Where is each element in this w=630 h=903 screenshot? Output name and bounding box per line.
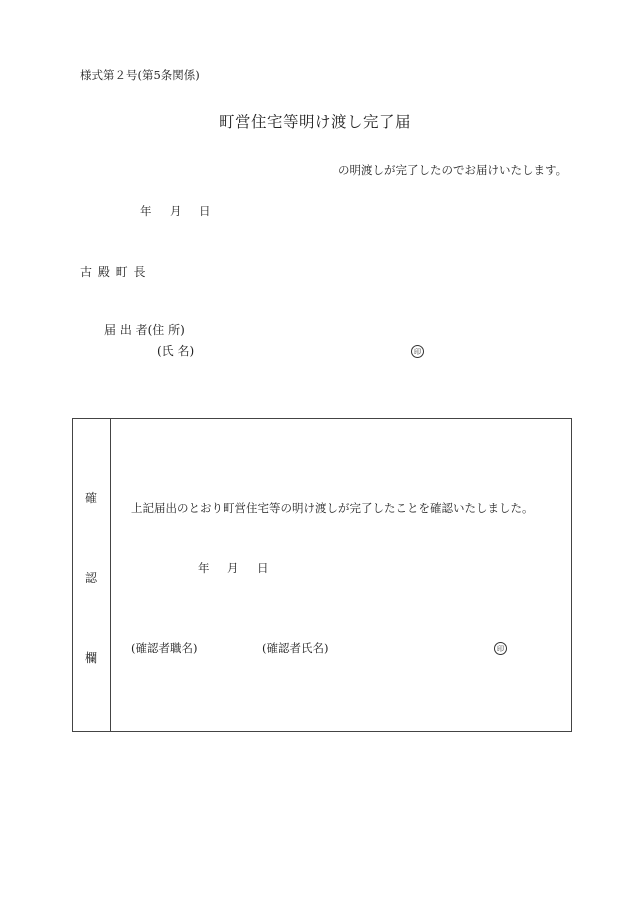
document-title: 町営住宅等明け渡し完了届 <box>218 113 411 131</box>
date-year-label: 年 <box>140 204 152 218</box>
confirmation-box <box>72 418 572 732</box>
applicant-address-label: 届 出 者(住 所) <box>104 323 185 337</box>
confirmation-side-label-1: 確 <box>85 491 98 505</box>
form-number: 様式第２号(第5条関係) <box>80 68 200 82</box>
recipient: 古 殿 町 長 <box>80 265 147 279</box>
confirmation-date-day-label: 日 <box>257 561 269 575</box>
date-month-label: 月 <box>170 204 182 218</box>
confirmation-text: 上記届出のとおり町営住宅等の明け渡しが完了したことを確認いたしました。 <box>131 501 534 515</box>
applicant-name-label: (氏 名) <box>157 344 195 358</box>
statement-text: の明渡しが完了したのでお届けいたします。 <box>338 163 568 177</box>
confirmation-side-label-3: 欄 <box>85 651 98 665</box>
date-day-label: 日 <box>199 204 211 218</box>
confirmer-name-label: (確認者氏名) <box>262 641 329 655</box>
confirmation-side-label-2: 認 <box>85 571 98 585</box>
seal-icon: 印 <box>411 345 424 358</box>
confirmation-box-divider <box>110 418 111 732</box>
seal-icon: 印 <box>494 642 507 655</box>
confirmation-date-month-label: 月 <box>227 561 239 575</box>
confirmer-job-title-label: (確認者職名) <box>131 641 198 655</box>
confirmation-date-year-label: 年 <box>198 561 210 575</box>
